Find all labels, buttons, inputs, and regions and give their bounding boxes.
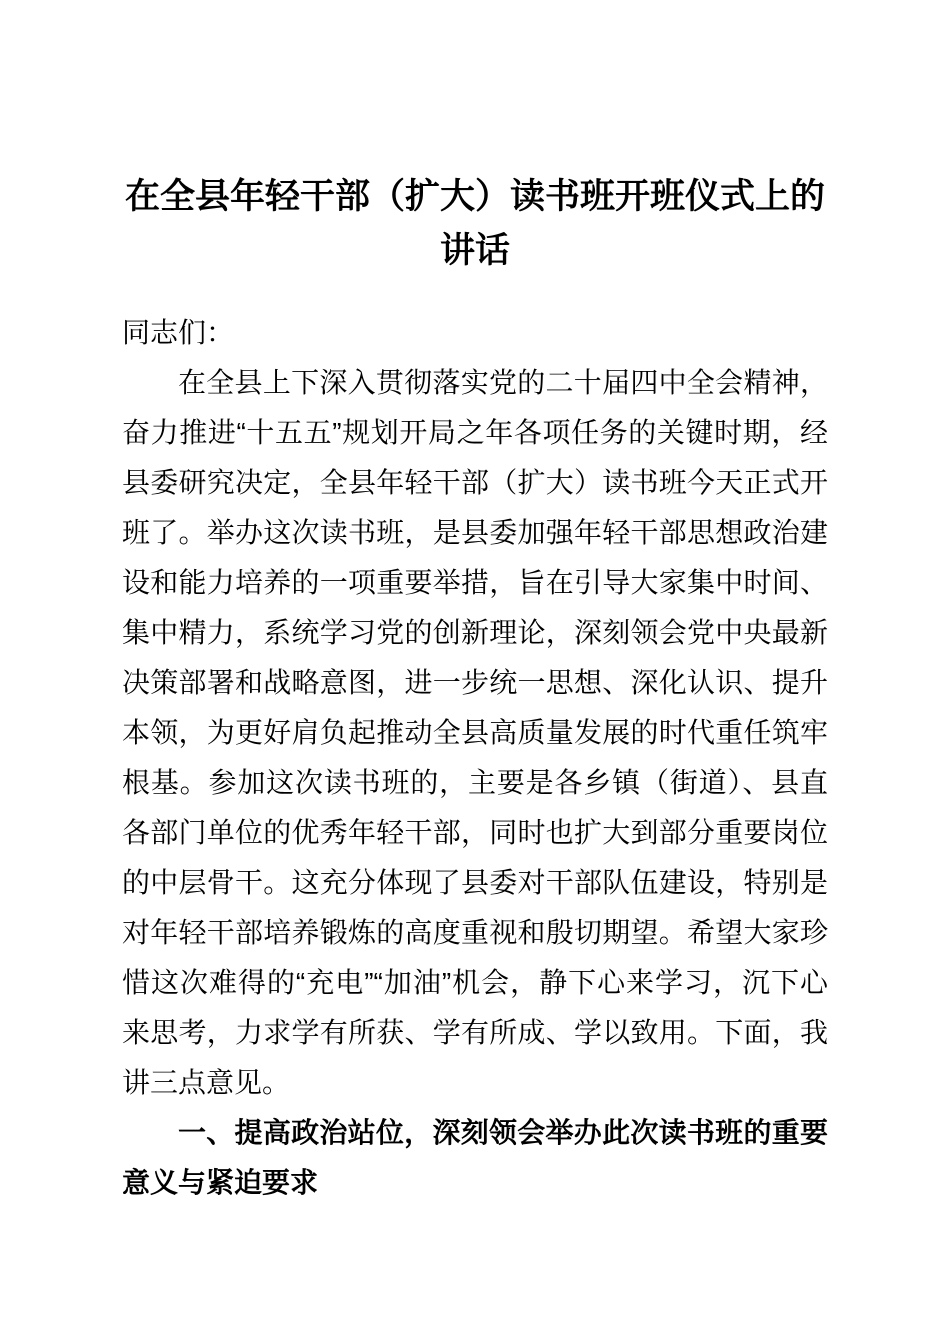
document-content [122,170,828,1208]
salutation-paragraph: 同志们： [122,317,235,348]
document-title: 在全县年轻干部（扩大）读书班开班仪式上的讲话 [124,177,825,270]
section-heading: 一、提高政治站位，深刻领会举办此次读书班的重要意义与紧迫要求 [122,1117,828,1198]
body-paragraph: 在全县上下深入贯彻落实党的二十届四中全会精神，奋力推进“十五五”规划开局之年各项任务的关键时期，经县委研究决定，全县年轻干部（扩大）读书班今天正式开班了。举办这次读书班，是县委加强年轻干部思想政治建设和能力培养的一项重要举措，旨在引导大家集中时间、集中精力，系统学习党的创新理论，深刻领会党中央最新决策部署和战略意图，进一步统一思想、深化认识、提升本领，为更好肩负起推动全县高质量发展的时代重任筑牢根基。参加这次读书班的，主要是各乡镇（街道）、县直各部门单位的优秀年轻干部，同时也扩大到部分重要岗位的中层骨干。这充分体现了县委对干部队伍建设，特别是对年轻干部培养锻炼的高度重视和殷切期望。希望大家珍惜这次难得的“充电”“加油”机会，静下心来学习，沉下心来思考，力求学有所获、学有所成、学以致用。下面，我讲三点意见。 [122,367,828,1098]
